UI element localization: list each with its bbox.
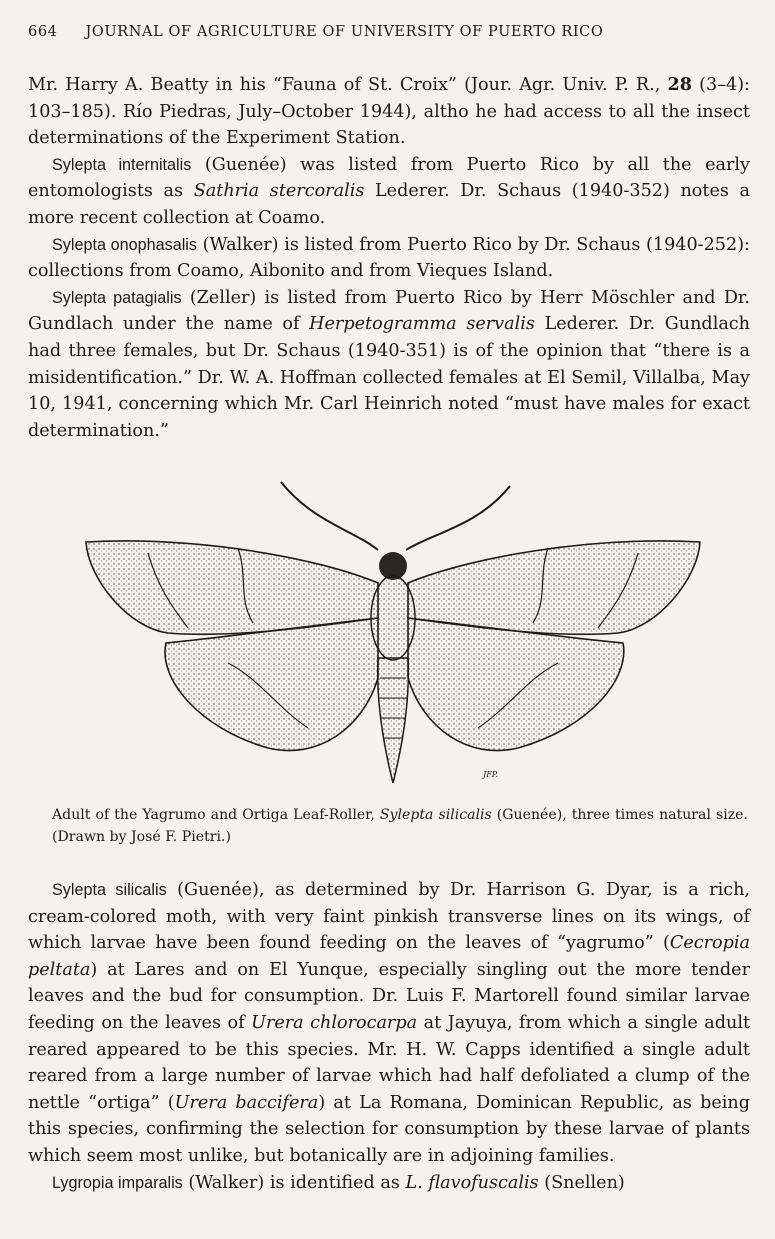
species-name: Lygropia imparalis <box>52 1173 183 1192</box>
species-name: Sylepta onophasalis <box>52 235 197 254</box>
caption-species: Sylepta silicalis <box>379 807 492 823</box>
paragraph-text: (Guenée), as determined by Dr. Harrison G. Dyar, is a rich, cream-colored moth, with very faint pinkish transverse lines on its wings, of which larvae have been found feeding on the leaves of “yagrumo” ( <box>28 880 750 954</box>
volume-number: 28 <box>667 74 692 95</box>
paragraph-patagialis <box>28 285 750 445</box>
paragraph-text: at Jayuya, from which a single adult reared appeared to be this species. Mr. H. W. Capps identified a single adult reared from a large number of larvae which had half defoliated a clump of the nettle “ortiga” ( <box>28 1012 751 1113</box>
plant-name: Urera chlorocarpa <box>251 1012 418 1033</box>
paragraph-text: Lederer. Dr. Gundlach had three females, but Dr. Schaus (1940-351) is of the opinion that “there is a misidentification.” Dr. W. A. Hoffman collected females at El Semil, Villalba, May 10, 1941, concerning which Mr. Carl Heinrich noted “must have males for exact determination.” <box>28 314 750 441</box>
figure-caption <box>52 805 748 848</box>
paragraph-text: (Snellen) <box>538 1172 625 1193</box>
synonym-name: Sathria stercoralis <box>193 181 365 202</box>
paragraph-text: Lederer. Dr. Schaus (1940-352) notes a more recent collection at Coamo. <box>28 181 750 228</box>
page-number: 664 <box>28 24 58 40</box>
artist-initials: JFP. <box>483 770 499 779</box>
paragraph-text: ) at La Romana, Dominican Republic, as being this species, confirming the selection for consumption by these larvae of plants which seem most unlike, but botanically are in adjoining families. <box>28 1092 751 1166</box>
journal-title: JOURNAL OF AGRICULTURE OF UNIVERSITY OF PUERTO RICO <box>85 24 604 40</box>
running-header <box>28 24 748 40</box>
synonym-name: L. flavofuscalis <box>405 1172 539 1193</box>
paragraph-onophasalis <box>28 232 750 285</box>
species-name: Sylepta internitalis <box>52 155 192 174</box>
paragraph-beatty <box>28 72 750 152</box>
moth-drawing <box>78 478 708 790</box>
paragraph-text: (3–4): 103–185). Río Piedras, July–October 1944), altho he had access to all the insect determinations of the Experiment Station. <box>28 75 750 149</box>
paragraph-imparalis <box>28 1170 750 1197</box>
paragraph-text: (Zeller) is listed from Puerto Rico by Herr Möschler and Dr. Gundlach under the name of <box>28 287 750 335</box>
paragraph-silicalis <box>28 877 750 1170</box>
caption-text: (Guenée), three times natural size. (Drawn by José F. Pietri.) <box>52 807 748 845</box>
paragraph-text: Mr. Harry A. Beatty in his “Fauna of St. Croix” (Jour. Agr. Univ. P. R., <box>28 75 668 95</box>
paragraph-text: (Walker) is listed from Puerto Rico by Dr. Schaus (1940-252): collections from Coamo, Aibonito and from Vieques Island. <box>28 234 750 282</box>
plant-name: Urera baccifera <box>174 1092 319 1113</box>
text-top <box>28 72 750 444</box>
synonym-name: Herpetogramma servalis <box>309 314 535 335</box>
moth-illustration <box>78 478 708 790</box>
species-name: Sylepta silicalis <box>52 881 167 899</box>
paragraph-text: ) at Lares and on El Yunque, especially singling out the more tender leaves and the bud for consumption. Dr. Luis F. Martorell found similar larvae feeding on the leaves of <box>28 959 750 1033</box>
paragraph-internitalis <box>28 152 750 232</box>
paragraph-text: (Walker) is identified as <box>182 1172 406 1193</box>
paragraph-text: (Guenée) was listed from Puerto Rico by all the early entomologists as <box>28 154 750 202</box>
species-name: Sylepta patagialis <box>52 288 182 307</box>
text-bottom <box>28 877 750 1196</box>
plant-name: Cecropia peltata <box>28 933 750 980</box>
caption-text: Adult of the Yagrumo and Ortiga Leaf-Roller, <box>52 807 380 823</box>
